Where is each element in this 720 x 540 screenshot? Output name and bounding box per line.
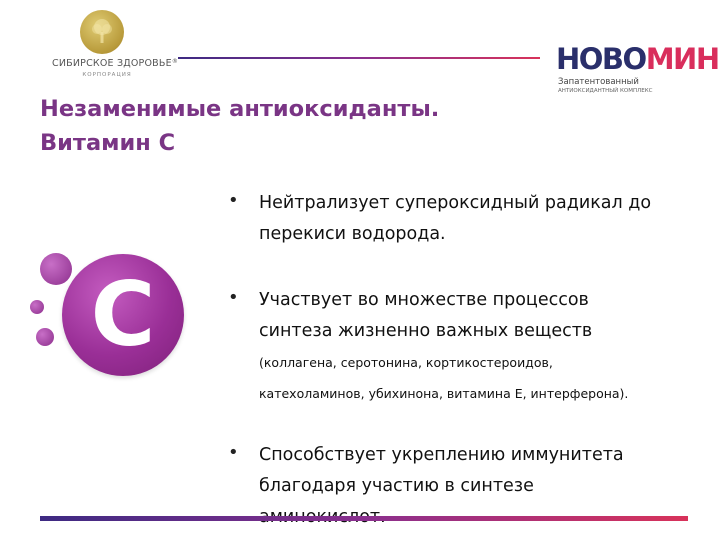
decor-bubble-medium xyxy=(36,328,54,346)
tree-emblem-icon xyxy=(80,10,124,54)
bullet-3-line-1: Способствует укреплению иммунитета xyxy=(259,445,624,465)
novomin-wordmark-part2: МИН xyxy=(645,42,719,76)
registered-mark: ® xyxy=(171,58,179,65)
novomin-logo xyxy=(556,42,719,98)
footer-divider xyxy=(40,516,688,521)
slide-title-line2: Витамин С xyxy=(40,130,176,156)
bullet-2-line-2: синтеза жизненно важных веществ xyxy=(259,321,593,341)
vitamin-c-icon xyxy=(62,254,184,376)
siberian-health-logo xyxy=(52,10,179,80)
header-divider xyxy=(178,57,540,59)
bullet-1-line-2: перекиси водорода. xyxy=(259,224,446,244)
bullet-2-line-4: катехоламинов, убихинона, витамина Е, интерферона). xyxy=(259,386,629,401)
novomin-tagline: Запатентованный xyxy=(558,77,639,87)
vitamin-c-letter: С xyxy=(90,263,156,366)
bullet-dot-icon: • xyxy=(228,287,239,308)
slide-title-line1: Незаменимые антиоксиданты. xyxy=(40,96,440,122)
logo-brand-text: СИБИРСКОЕ ЗДОРОВЬЕ® xyxy=(52,58,179,69)
bullet-3-line-2: благодаря участию в синтезе xyxy=(259,476,534,496)
bullet-2-line-3: (коллагена, серотонина, кортикостероидов, xyxy=(259,355,553,370)
bullet-2-line-1: Участвует во множестве процессов xyxy=(259,290,589,310)
novomin-wordmark-part1: НОВО xyxy=(556,42,646,76)
logo-subtitle: КОРПОРАЦИЯ xyxy=(82,72,132,78)
decor-bubble-small xyxy=(30,300,44,314)
bullet-dot-icon: • xyxy=(228,442,239,463)
bullet-1-line-1: Нейтрализует супероксидный радикал до xyxy=(259,193,652,213)
novomin-wordmark xyxy=(556,42,719,76)
bullet-dot-icon: • xyxy=(228,190,239,211)
slide-title xyxy=(40,92,520,160)
novomin-tagline-sub: АНТИОКСИДАНТНЫЙ КОМПЛЕКС xyxy=(558,88,653,94)
